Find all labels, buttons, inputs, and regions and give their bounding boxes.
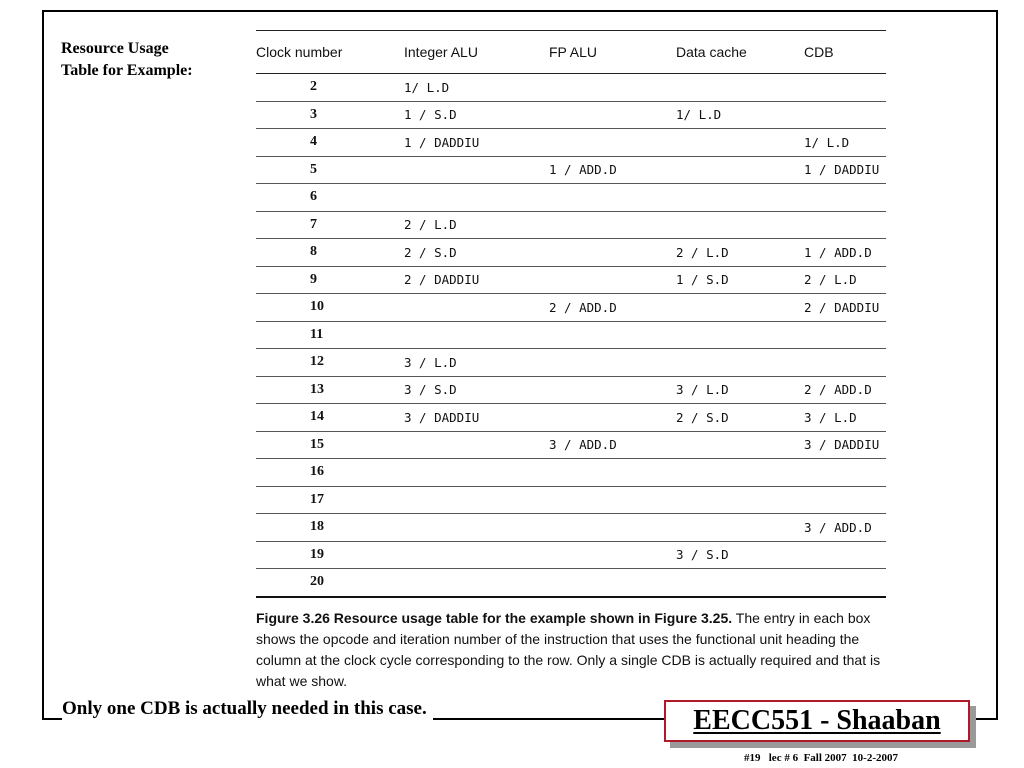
header-fp-alu: FP ALU [549, 31, 676, 74]
brand-text: EECC551 - Shaaban [693, 705, 941, 736]
table-row [256, 321, 886, 349]
cell-cdb [804, 349, 886, 377]
cell-data-cache [676, 569, 804, 597]
table-row [256, 74, 886, 102]
cell-cdb [804, 184, 886, 212]
table-row [256, 569, 886, 597]
cell-clock: 20 [256, 569, 404, 597]
header-clock-number: Clock number [256, 31, 404, 74]
cell-integer-alu: 2 / L.D [404, 211, 549, 239]
cell-data-cache [676, 321, 804, 349]
cell-integer-alu [404, 321, 549, 349]
cell-data-cache: 3 / S.D [676, 541, 804, 569]
cell-cdb [804, 101, 886, 129]
cell-integer-alu: 3 / DADDIU [404, 404, 549, 432]
cell-fp-alu [549, 184, 676, 212]
cell-cdb: 2 / L.D [804, 266, 886, 294]
cell-integer-alu [404, 156, 549, 184]
caption-label: Figure 3.26 Resource usage table for the example shown in Figure 3.25. [256, 609, 733, 626]
cell-fp-alu [549, 239, 676, 267]
cell-fp-alu [549, 321, 676, 349]
cell-clock: 4 [256, 129, 404, 157]
cell-clock: 8 [256, 239, 404, 267]
cell-clock: 11 [256, 321, 404, 349]
cell-fp-alu [549, 486, 676, 514]
cell-fp-alu [549, 541, 676, 569]
table-row [256, 156, 886, 184]
header-cdb: CDB [804, 31, 886, 74]
cell-fp-alu [549, 349, 676, 377]
caption-text: The entry in each box shows the opcode and iteration number of the instruction that uses the functional unit heading the column at the clock cycle corresponding to the row. Only a single CDB is actually required and that is what we show. [256, 609, 881, 689]
cell-clock: 18 [256, 514, 404, 542]
table-row [256, 541, 886, 569]
table-row [256, 294, 886, 322]
cell-cdb [804, 459, 886, 487]
cell-cdb [804, 486, 886, 514]
cell-integer-alu [404, 431, 549, 459]
cell-clock: 12 [256, 349, 404, 377]
cell-cdb: 3 / ADD.D [804, 514, 886, 542]
cell-fp-alu [549, 129, 676, 157]
cell-data-cache: 1 / S.D [676, 266, 804, 294]
cell-clock: 14 [256, 404, 404, 432]
side-title-line1: Resource Usage [61, 40, 169, 57]
cell-fp-alu [549, 266, 676, 294]
cell-integer-alu [404, 541, 549, 569]
cell-fp-alu [549, 101, 676, 129]
table-row [256, 514, 886, 542]
cell-integer-alu: 3 / L.D [404, 349, 549, 377]
table-row [256, 184, 886, 212]
cell-clock: 6 [256, 184, 404, 212]
header-data-cache: Data cache [676, 31, 804, 74]
cell-data-cache [676, 349, 804, 377]
cell-clock: 15 [256, 431, 404, 459]
cell-cdb: 3 / DADDIU [804, 431, 886, 459]
cell-data-cache [676, 184, 804, 212]
cell-fp-alu [549, 211, 676, 239]
cell-integer-alu [404, 569, 549, 597]
cell-cdb: 1 / DADDIU [804, 156, 886, 184]
cell-clock: 7 [256, 211, 404, 239]
cell-data-cache [676, 211, 804, 239]
table-row [256, 266, 886, 294]
cell-cdb: 3 / L.D [804, 404, 886, 432]
footer-note: Only one CDB is actually needed in this case. [62, 698, 433, 720]
side-title [61, 38, 241, 82]
table-header-row [256, 31, 886, 74]
cell-cdb: 1/ L.D [804, 129, 886, 157]
table-row [256, 239, 886, 267]
table-body [256, 74, 886, 597]
brand-box [664, 700, 970, 742]
cell-data-cache: 2 / S.D [676, 404, 804, 432]
table-row [256, 211, 886, 239]
cell-fp-alu [549, 376, 676, 404]
cell-integer-alu [404, 294, 549, 322]
table-row [256, 349, 886, 377]
cell-integer-alu [404, 514, 549, 542]
cell-fp-alu [549, 569, 676, 597]
cell-clock: 16 [256, 459, 404, 487]
cell-clock: 2 [256, 74, 404, 102]
cell-data-cache [676, 486, 804, 514]
cell-fp-alu [549, 514, 676, 542]
cell-integer-alu: 1 / DADDIU [404, 129, 549, 157]
table-row [256, 101, 886, 129]
header-integer-alu: Integer ALU [404, 31, 549, 74]
cell-fp-alu [549, 74, 676, 102]
cell-integer-alu: 1 / S.D [404, 101, 549, 129]
figure-caption [256, 608, 902, 692]
cell-data-cache [676, 74, 804, 102]
table-row [256, 129, 886, 157]
cell-fp-alu [549, 459, 676, 487]
cell-data-cache [676, 129, 804, 157]
cell-cdb: 2 / ADD.D [804, 376, 886, 404]
cell-fp-alu [549, 404, 676, 432]
cell-clock: 5 [256, 156, 404, 184]
table-row [256, 404, 886, 432]
cell-cdb: 1 / ADD.D [804, 239, 886, 267]
cell-integer-alu: 2 / S.D [404, 239, 549, 267]
cell-cdb [804, 541, 886, 569]
cell-data-cache: 1/ L.D [676, 101, 804, 129]
cell-data-cache [676, 294, 804, 322]
cell-clock: 17 [256, 486, 404, 514]
cell-integer-alu [404, 184, 549, 212]
cell-integer-alu: 3 / S.D [404, 376, 549, 404]
slide-meta: #19 lec # 6 Fall 2007 10-2-2007 [744, 752, 898, 764]
cell-fp-alu: 1 / ADD.D [549, 156, 676, 184]
cell-cdb [804, 321, 886, 349]
cell-cdb [804, 74, 886, 102]
cell-data-cache [676, 514, 804, 542]
table-row [256, 459, 886, 487]
cell-clock: 3 [256, 101, 404, 129]
cell-fp-alu: 3 / ADD.D [549, 431, 676, 459]
side-title-line2: Table for Example: [61, 62, 193, 79]
cell-integer-alu: 1/ L.D [404, 74, 549, 102]
cell-cdb: 2 / DADDIU [804, 294, 886, 322]
cell-data-cache [676, 459, 804, 487]
cell-data-cache: 3 / L.D [676, 376, 804, 404]
cell-clock: 10 [256, 294, 404, 322]
cell-clock: 9 [256, 266, 404, 294]
cell-integer-alu: 2 / DADDIU [404, 266, 549, 294]
cell-cdb [804, 569, 886, 597]
cell-fp-alu: 2 / ADD.D [549, 294, 676, 322]
cell-data-cache [676, 431, 804, 459]
resource-usage-table [256, 30, 886, 598]
cell-integer-alu [404, 486, 549, 514]
cell-clock: 19 [256, 541, 404, 569]
cell-cdb [804, 211, 886, 239]
table-row [256, 486, 886, 514]
cell-clock: 13 [256, 376, 404, 404]
cell-data-cache: 2 / L.D [676, 239, 804, 267]
cell-integer-alu [404, 459, 549, 487]
table-row [256, 376, 886, 404]
figure [256, 30, 886, 692]
cell-data-cache [676, 156, 804, 184]
table-row [256, 431, 886, 459]
